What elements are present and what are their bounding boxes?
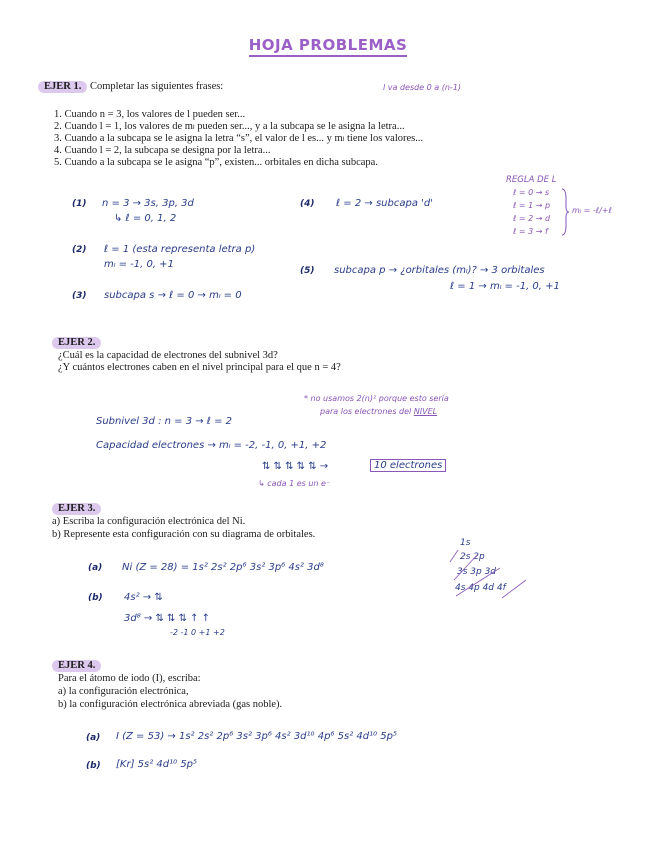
ej4-b-label: (b) [86, 761, 101, 771]
ej1-intro: Completar las siguientes frases: [89, 81, 224, 92]
ej1-item-3: 3. Cuando a la subcapa se le asigna la letra “s”, el valor de l es... y mₗ tiene los valores... [54, 133, 424, 144]
rule-item-1: ℓ = 1 → p [513, 201, 551, 210]
ej1-item-2: 2. Cuando l = 1, los valores de mₗ pueden ser..., y a la subcapa se le asigna la letra... [54, 121, 405, 132]
ej4-header [52, 660, 101, 672]
ej4-a-label: (a) [86, 733, 101, 743]
ej4-qb: b) la configuración electrónica abreviada (gas noble). [58, 699, 283, 710]
ej3-tag: EJER 3. [52, 503, 101, 515]
ej4-tag: EJER 4. [52, 660, 101, 672]
ej3-header [52, 503, 101, 515]
rule-ml: mₗ = -ℓ/+ℓ [572, 206, 612, 215]
ej3-a-label: (a) [88, 563, 103, 573]
ej1-a4-label: (4) [300, 199, 315, 209]
ej2-header [52, 337, 101, 349]
ej1-a3-label: (3) [72, 291, 87, 301]
ej1-a5-line1: subcapa p → ¿orbitales (mₗ)? → 3 orbitales [334, 265, 545, 276]
ej4-qa: a) la configuración electrónica, [58, 686, 189, 697]
ej2-result: 10 electrones [370, 459, 446, 472]
ej1-a1-label: (1) [72, 199, 87, 209]
ej1-a2-line2: mₗ = -1, 0, +1 [104, 259, 174, 270]
ej1-a1-line2: ↳ ℓ = 0, 1, 2 [114, 213, 177, 224]
ej2-cada: ↳ cada 1 es un e⁻ [258, 479, 331, 488]
rule-title: REGLA DE L [506, 175, 557, 185]
ej1-item-4: 4. Cuando l = 2, la subcapa se designa por la letra... [54, 145, 271, 156]
diagram-row-4: 4s 4p 4d 4f [455, 583, 506, 593]
ej1-a5-label: (5) [300, 266, 315, 276]
ej1-a3: subcapa s → ℓ = 0 → mₗ = 0 [104, 290, 242, 301]
ej2-note-line2: para los electrones del NIVEL [320, 407, 438, 416]
diagram-row-1: 1s [460, 538, 471, 548]
ej2-subnivel: Subnivel 3d : n = 3 → ℓ = 2 [96, 416, 233, 427]
ej4-intro: Para el átomo de iodo (I), escriba: [58, 673, 201, 684]
ej3-b-ml: -2 -1 0 +1 +2 [170, 628, 225, 637]
ej3-qa: a) Escriba la configuración electrónica del Ni. [52, 516, 246, 527]
rule-item-3: ℓ = 3 → f [513, 227, 548, 236]
ej1-a1-line1: n = 3 → 3s, 3p, 3d [102, 198, 194, 209]
ej1-tag: EJER 1. [38, 81, 87, 93]
ej4-a: I (Z = 53) → 1s² 2s² 2p⁶ 3s² 3p⁶ 4s² 3d¹⁰ 4p⁶ 5s² 4d¹⁰ 5p⁵ [116, 731, 398, 742]
rule-brace [560, 187, 570, 237]
rule-item-0: ℓ = 0 → s [513, 188, 550, 197]
ej2-q2: ¿Y cuántos electrones caben en el nivel principal para el que n = 4? [58, 362, 341, 373]
ej3-b-label: (b) [88, 593, 103, 603]
ej1-header [38, 81, 223, 93]
ej2-q1: ¿Cuál es la capacidad de electrones del subnivel 3d? [58, 350, 278, 361]
ej1-a2-label: (2) [72, 245, 87, 255]
ej3-b-3d: 3d⁸ → ⇅ ⇅ ⇅ ↑ ↑ [124, 613, 211, 624]
ej2-capacidad: Capacidad electrones → mₗ = -2, -1, 0, +1, +2 [96, 440, 327, 451]
diagram-row-2: 2s 2p [460, 552, 485, 562]
ej4-b: [Kr] 5s² 4d¹⁰ 5p⁵ [116, 759, 198, 770]
ej1-item-5: 5. Cuando a la subcapa se le asigna “p”, existen... orbitales en dicha subcapa. [54, 157, 378, 168]
page-title: HOJA PROBLEMAS [0, 36, 656, 54]
ej2-tag: EJER 2. [52, 337, 101, 349]
ej3-b-4s: 4s² → ⇅ [124, 592, 163, 603]
ej3-qb: b) Represente esta configuración con su diagrama de orbitales. [52, 529, 316, 540]
ej2-orbital-arrows: ⇅ ⇅ ⇅ ⇅ ⇅ → [262, 461, 329, 472]
ej1-a5-line2: ℓ = 1 → mₗ = -1, 0, +1 [450, 281, 560, 292]
ej1-note: l va desde 0 a (n-1) [383, 83, 462, 92]
diagram-row-3: 3s 3p 3d [457, 567, 497, 577]
rule-item-2: ℓ = 2 → d [513, 214, 551, 223]
ej3-a: Ni (Z = 28) = 1s² 2s² 2p⁶ 3s² 3p⁶ 4s² 3d⁸ [122, 562, 324, 573]
ej1-a2-line1: ℓ = 1 (esta representa letra p) [104, 244, 256, 255]
ej2-note-line1: * no usamos 2(n)² porque esto sería [304, 394, 449, 403]
diagram-diagonal-arrows [448, 540, 548, 600]
ej1-item-1: 1. Cuando n = 3, los valores de l pueden ser... [54, 109, 246, 120]
ej1-a4: ℓ = 2 → subcapa 'd' [336, 198, 433, 209]
